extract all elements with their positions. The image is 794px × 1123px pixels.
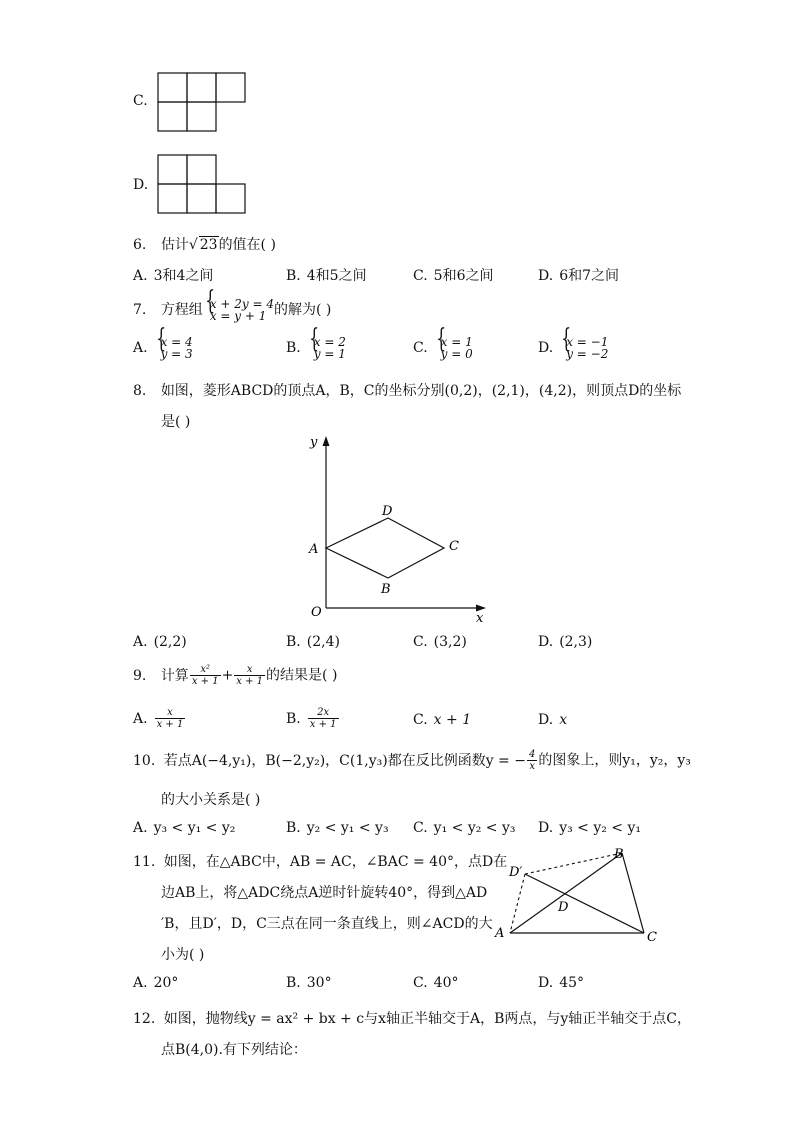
q7-number: 7. xyxy=(133,302,147,318)
point-c-label: C xyxy=(647,930,657,945)
q8-option-b[interactable]: B. (2,4) xyxy=(286,634,340,650)
q8-option-a[interactable]: A. (2,2) xyxy=(133,634,187,650)
segment-dprime-c xyxy=(525,874,644,933)
q9-fraction-2: $\frac{x}{x + 1}$ xyxy=(236,664,264,687)
q7-post: 的解为( ) xyxy=(274,302,332,318)
q6-option-b[interactable]: B. 4和5之间 xyxy=(286,268,367,284)
vertex-a-label: A xyxy=(309,542,319,557)
q8-stem-line2: 是( ) xyxy=(161,414,191,430)
q9-option-c[interactable]: C. x + 1 xyxy=(413,712,472,728)
segment-ab xyxy=(510,853,622,933)
q5-option-c-net-figure xyxy=(157,72,247,132)
q11-option-c[interactable]: C. 40° xyxy=(413,975,459,991)
q7-stem xyxy=(133,298,331,322)
origin-label: O xyxy=(311,605,322,620)
q9-option-d[interactable]: D. x xyxy=(538,712,568,728)
point-a-label: A xyxy=(495,926,505,941)
q9-option-a[interactable]: A. $\frac{x}{x + 1}$ xyxy=(133,707,184,730)
y-axis-arrow xyxy=(323,436,330,446)
q6-option-a[interactable]: A. 3和4之间 xyxy=(133,268,214,284)
q6-option-c[interactable]: C. 5和6之间 xyxy=(413,268,494,284)
q5-option-c-label[interactable]: C. xyxy=(133,93,148,109)
point-dprime-label: D′ xyxy=(509,865,523,880)
q9-option-b[interactable]: B. $\frac{2x}{x + 1}$ xyxy=(286,707,337,730)
sqrt-symbol: √ xyxy=(188,237,198,253)
q11-option-d[interactable]: D. 45° xyxy=(538,975,585,991)
q9-number: 9. xyxy=(133,667,147,684)
rhombus-abcd xyxy=(326,518,444,578)
point-d-label: D xyxy=(558,900,569,915)
q11-stem-line3: ′B，且D′，D，C三点在同一条直线上，则∠ACD的大 xyxy=(161,916,493,932)
q5-option-d-net-figure xyxy=(157,154,247,214)
vertex-d-label: D xyxy=(382,504,393,519)
vertex-c-label: C xyxy=(449,539,459,554)
q7-pre: 方程组 xyxy=(160,302,203,318)
q8-option-d[interactable]: D. (2,3) xyxy=(538,634,593,650)
q11-option-a[interactable]: A. 20° xyxy=(133,975,179,991)
q10-option-d[interactable]: D. y₃ < y₂ < y₁ xyxy=(538,820,642,836)
q11-number: 11. xyxy=(133,854,156,870)
q8-stem-line1: 8. 如图，菱形ABCD的顶点A，B，C的坐标分别(0,2)，(2,1)，(4,2)，则顶点D的坐标 xyxy=(133,383,682,399)
q12-number: 12. xyxy=(133,1011,156,1027)
q7-option-a[interactable]: A. { x = 4 y = 3 xyxy=(133,336,193,360)
q6-stem xyxy=(133,234,276,254)
q11-stem-line4: 小为( ) xyxy=(161,947,205,963)
q7-option-b[interactable]: B. { x = 2 y = 1 xyxy=(286,336,346,360)
q10-stem-line1: 10. 若点A(−4,y₁)，B(−2,y₂)，C(1,y₃)都在反比例函数y = − $\frac{4}{x}$ 的图象上，则y₁，y₂，y₃ xyxy=(133,749,691,772)
q11-stem-line2: 边AB上，将△ADC绕点A逆时针旋转40°，得到△AD xyxy=(161,885,488,901)
q7-system: { x + 2y = 4 x = y + 1 xyxy=(203,298,274,322)
point-b-label: B xyxy=(614,847,624,862)
q10-option-a[interactable]: A. y₃ < y₁ < y₂ xyxy=(133,820,236,836)
q5-option-d-label[interactable]: D. xyxy=(133,177,149,193)
q6-post: 的值在( ) xyxy=(218,237,276,253)
q10-option-b[interactable]: B. y₂ < y₁ < y₃ xyxy=(286,820,389,836)
q10-option-c[interactable]: C. y₁ < y₂ < y₃ xyxy=(413,820,516,836)
vertex-b-label: B xyxy=(381,582,391,597)
q12-stem-line1: 12. 如图，抛物线y = ax² + bx + c与x轴正半轴交于A，B两点，与y轴正半轴交于点C， xyxy=(133,1011,691,1027)
q8-option-c[interactable]: C. (3,2) xyxy=(413,634,467,650)
q7-option-c[interactable]: C. { x = 1 y = 0 xyxy=(413,336,473,360)
q9-stem: 9. 计算 $\frac{\text{x²}}{x + 1}$ + $\frac{x}{x + 1}$ 的结果是( ) xyxy=(133,664,338,687)
q8-number: 8. xyxy=(133,383,147,399)
q10-fraction: $\frac{4}{x}$ xyxy=(528,749,536,772)
q7-option-d[interactable]: D. { x = −1 y = −2 xyxy=(538,336,608,360)
q11-option-b[interactable]: B. 30° xyxy=(286,975,332,991)
q6-pre: 估计 xyxy=(160,237,189,253)
q11-stem-line1: 11. 如图，在△ABC中，AB = AC，∠BAC = 40°，点D在 xyxy=(133,854,508,870)
q10-number: 10. xyxy=(133,752,156,769)
q11-triangle-figure xyxy=(492,842,667,950)
q6-radicand: 23 xyxy=(199,237,218,253)
q6-number: 6. xyxy=(133,237,147,253)
x-axis-label: x xyxy=(476,611,484,626)
y-axis-label: y xyxy=(310,435,318,450)
q8-rhombus-figure xyxy=(300,430,500,630)
q9-fraction-1: $\frac{\text{x²}}{x + 1}$ xyxy=(191,664,219,687)
q10-stem-line2: 的大小关系是( ) xyxy=(161,792,261,808)
q6-option-d[interactable]: D. 6和7之间 xyxy=(538,268,620,284)
segment-bc xyxy=(622,853,644,933)
q12-stem-line2: 点B(4,0).有下列结论： xyxy=(161,1042,307,1058)
